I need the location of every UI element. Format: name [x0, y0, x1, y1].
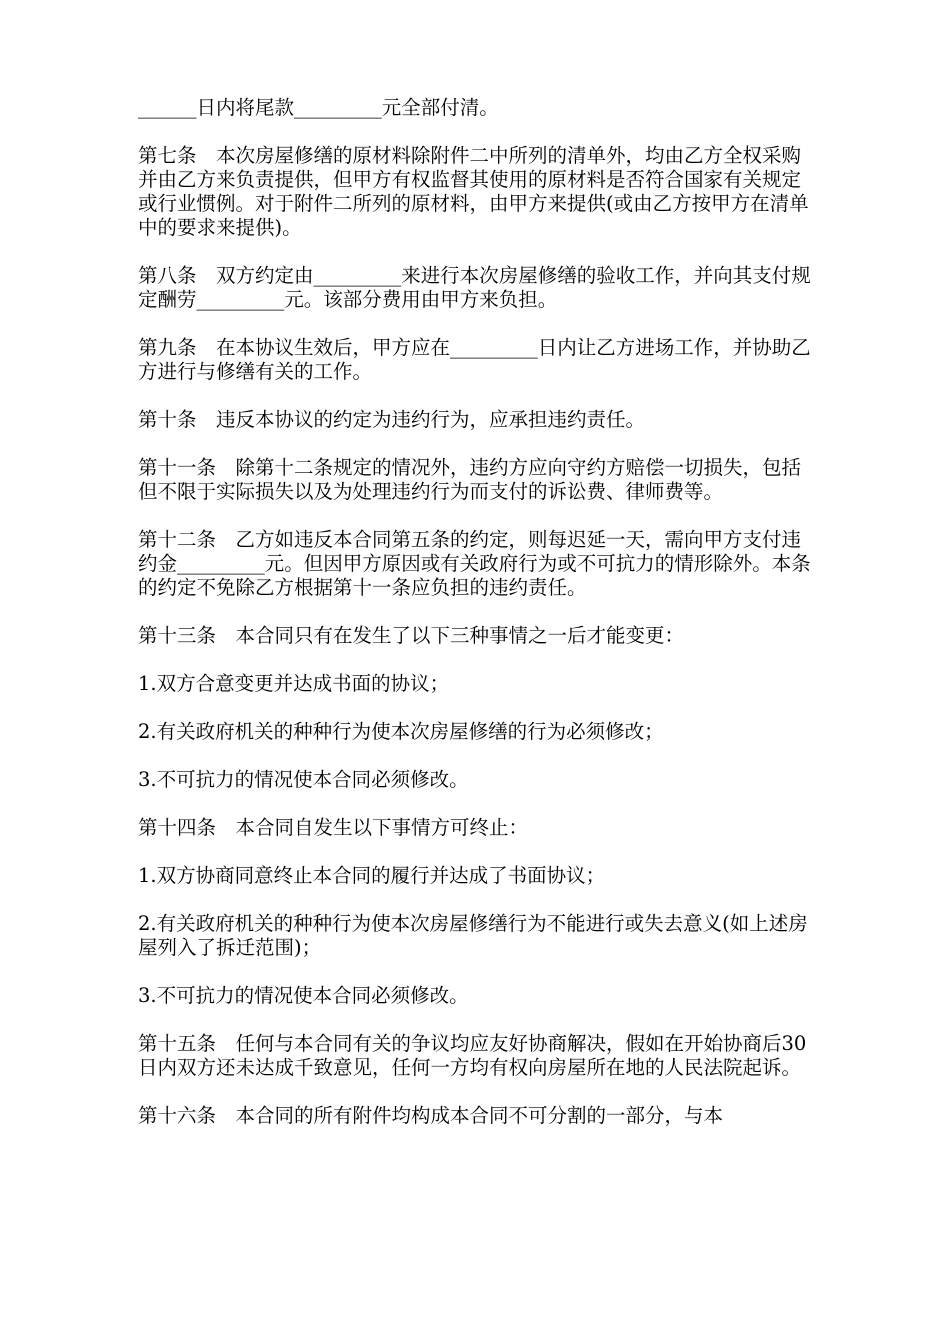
paragraph-article-12: 第十二条 乙方如违反本合同第五条的约定，则每迟延一天，需向甲方支付违约金_________元。但因甲方原因或有关政府行为或不可抗力的情形除外。本条的约定不免除乙方根据第十一条应负担的违约责任。	[138, 528, 811, 599]
paragraph-article-13: 第十三条 本合同只有在发生了以下三种事情之一后才能变更：	[138, 624, 685, 647]
list-item: 3.不可抗力的情况使本合同必须修改。	[138, 984, 469, 1007]
list-item: 2.有关政府机关的种种行为使本次房屋修缮的行为必须修改；	[138, 720, 664, 743]
paragraph-article-15: 第十五条 任何与本合同有关的争议均应友好协商解决，假如在开始协商后30日内双方还未达成千致意见，任何一方均有权向房屋所在地的人民法院起诉。	[138, 1032, 807, 1079]
paragraph-article-10: 第十条 违反本协议的约定为违约行为，应承担违约责任。	[138, 408, 646, 431]
paragraph-article-11: 第十一条 除第十二条规定的情况外，违约方应向守约方赔偿一切损失，包括但不限于实际损失以及为处理违约行为而支付的诉讼费、律师费等。	[138, 456, 802, 503]
list-item: 1.双方合意变更并达成书面的协议；	[138, 672, 450, 695]
paragraph-article-14: 第十四条 本合同自发生以下事情方可终止：	[138, 816, 529, 839]
paragraph-article-8: 第八条 双方约定由_________来进行本次房屋修缮的验收工作，并向其支付规定酬劳_________元。该部分费用由甲方来负担。	[138, 264, 811, 311]
document-body	[138, 96, 818, 1152]
paragraph-payment-balance: ______日内将尾款_________元全部付清。	[138, 96, 499, 119]
paragraph-article-7: 第七条 本次房屋修缮的原材料除附件二中所列的清单外，均由乙方全权采购并由乙方来负责提供，但甲方有权监督其使用的原材料是否符合国家有关规定或行业惯例。对于附件二所列的原材料，由甲方来提供(或由乙方按甲方在清单中的要求来提供)。	[138, 144, 809, 239]
paragraph-article-9: 第九条 在本协议生效后，甲方应在_________日内让乙方进场工作，并协助乙方进行与修缮有关的工作。	[138, 336, 811, 383]
list-item: 2.有关政府机关的种种行为使本次房屋修缮行为不能进行或失去意义(如上述房屋列入了拆迁范围)；	[138, 912, 808, 959]
list-item: 3.不可抗力的情况使本合同必须修改。	[138, 768, 469, 791]
paragraph-article-16: 第十六条 本合同的所有附件均构成本合同不可分割的一部分，与本	[138, 1104, 724, 1127]
list-item: 1.双方协商同意终止本合同的履行并达成了书面协议；	[138, 864, 606, 887]
